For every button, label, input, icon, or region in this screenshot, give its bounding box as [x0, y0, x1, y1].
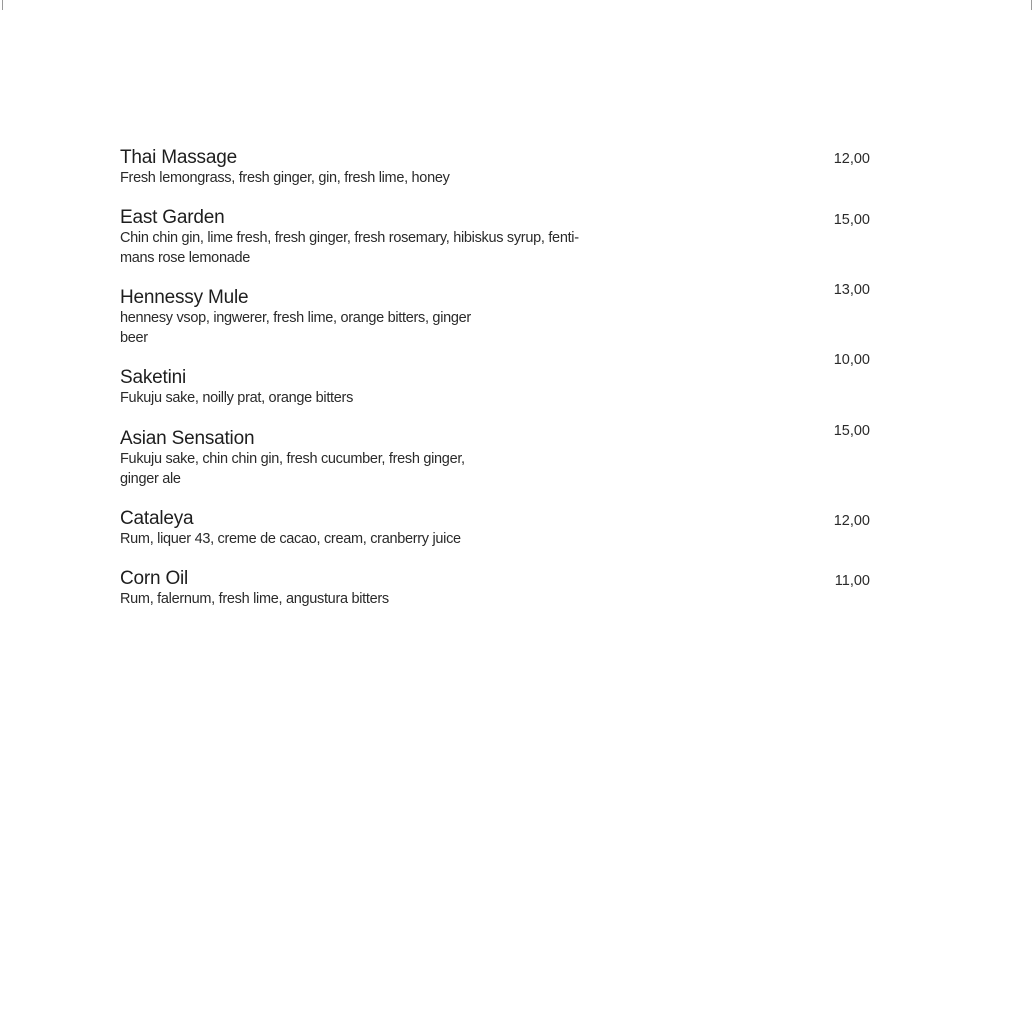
- item-name: East Garden: [120, 207, 225, 228]
- crop-mark-right: [1031, 0, 1032, 10]
- description-line: hennesy vsop, ingwerer, fresh lime, orange bitters, ginger: [120, 310, 471, 326]
- item-description: [120, 168, 450, 188]
- crop-mark-left: [2, 0, 3, 10]
- item-description: [120, 449, 465, 489]
- item-name: Asian Sensation: [120, 428, 255, 449]
- item-name: Saketini: [120, 367, 186, 388]
- item-description: [120, 589, 389, 609]
- item-price: 11,00: [834, 573, 870, 589]
- description-line: Chin chin gin, lime fresh, fresh ginger, fresh rosemary, hibiskus syrup, fenti-: [120, 230, 579, 246]
- description-line: beer: [120, 330, 148, 346]
- item-name: Corn Oil: [120, 568, 189, 589]
- description-line: Fresh lemongrass, fresh ginger, gin, fresh lime, honey: [120, 170, 450, 186]
- item-price: 10,00: [833, 352, 870, 368]
- description-line: Fukuju sake, chin chin gin, fresh cucumber, fresh ginger,: [120, 451, 465, 467]
- description-line: Fukuju sake, noilly prat, orange bitters: [120, 390, 354, 406]
- item-name: Hennessy Mule: [120, 287, 249, 308]
- description-line: ginger ale: [120, 471, 181, 487]
- item-description: [120, 388, 353, 408]
- item-description: [120, 228, 579, 268]
- item-description: [120, 308, 471, 348]
- item-price: 15,00: [833, 212, 870, 228]
- item-price: 15,00: [833, 423, 870, 439]
- description-line: Rum, liquer 43, creme de cacao, cream, cranberry juice: [120, 531, 461, 547]
- description-line: Rum, falernum, fresh lime, angustura bitters: [120, 591, 389, 607]
- description-line: mans rose lemonade: [120, 250, 251, 266]
- item-name: Cataleya: [120, 508, 194, 529]
- item-name: Thai Massage: [120, 147, 237, 168]
- item-price: 12,00: [833, 151, 870, 167]
- item-price: 13,00: [833, 282, 870, 298]
- item-description: [120, 529, 461, 549]
- item-price: 12,00: [833, 513, 870, 529]
